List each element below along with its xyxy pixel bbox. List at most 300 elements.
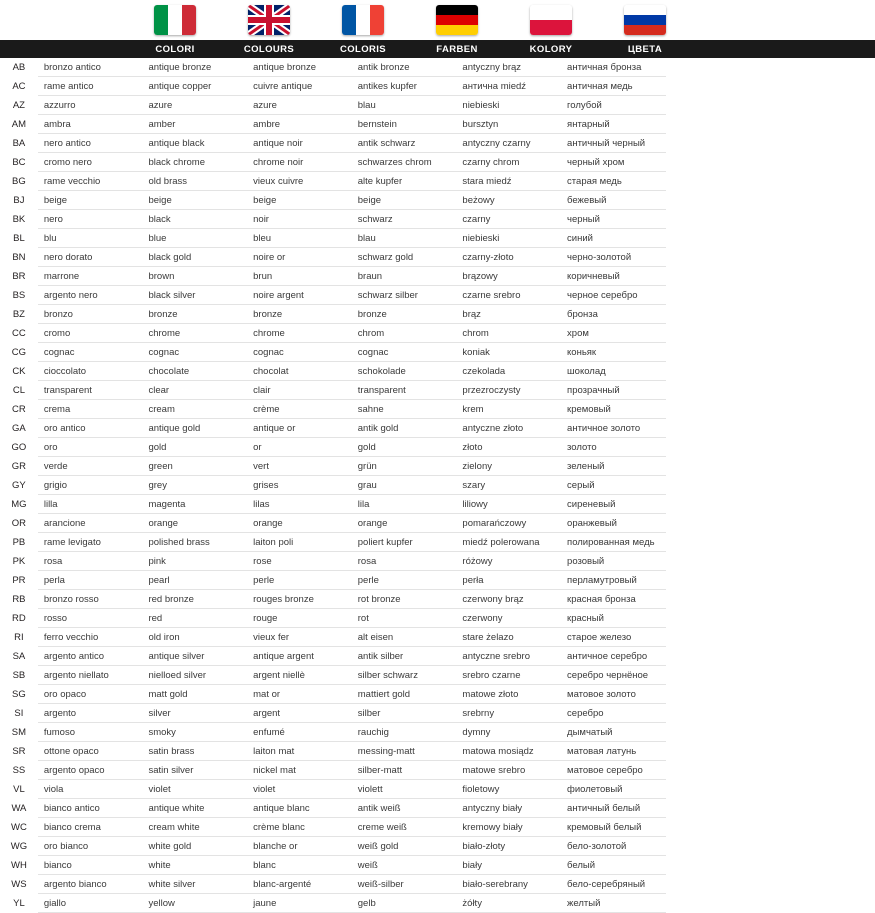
cell-polish: szary [456,476,561,495]
cell-french: laiton poli [247,533,352,552]
cell-italian: crema [38,400,143,419]
spacer-cell [666,153,771,172]
row-code: PK [12,555,26,567]
cell-french: rouge [247,609,352,628]
row-code: RB [12,593,26,605]
cell-german: antik silber [352,647,457,666]
table-row [0,172,875,191]
cell-french: crème blanc [247,818,352,837]
cell-german: weiß [352,856,457,875]
cell-english: black [142,210,247,229]
cell-german: alt eisen [352,628,457,647]
spacer-cell [666,894,771,913]
cell-russian: кремовый белый [561,818,666,837]
cell-russian: голубой [561,96,666,115]
row-code: OR [11,517,27,529]
cell-polish: matowe złoto [456,685,561,704]
cell-italian: cromo nero [38,153,143,172]
spacer-cell [666,571,771,590]
spacer-cell [770,818,875,837]
cell-italian: nero [38,210,143,229]
spacer-cell [770,248,875,267]
row-code: AB [12,61,26,73]
row-code: WC [11,821,27,833]
spacer-cell [770,495,875,514]
row-code: WH [11,859,27,871]
cell-russian: белый [561,856,666,875]
cell-english: antique gold [142,419,247,438]
cell-polish: антична miedź [456,77,561,96]
cell-french: chrome [247,324,352,343]
cell-german: rot [352,609,457,628]
row-code: YL [13,897,25,909]
cell-russian: матовое серебро [561,761,666,780]
cell-german: antik weiß [352,799,457,818]
spacer-cell [770,267,875,286]
cell-french: nickel mat [247,761,352,780]
cell-german: schwarzes chrom [352,153,457,172]
cell-german: grün [352,457,457,476]
cell-french: antique blanc [247,799,352,818]
table-row [0,894,875,913]
cell-polish: czekolada [456,362,561,381]
cell-polish: czerwony brąz [456,590,561,609]
cell-polish: matowa mosiądz [456,742,561,761]
table-row [0,381,875,400]
cell-polish: czarny chrom [456,153,561,172]
cell-italian: bianco [38,856,143,875]
cell-french: crème [247,400,352,419]
header-cveta: ЦВЕТА [627,43,663,55]
cell-english: blue [142,229,247,248]
spacer-cell [666,514,771,533]
cell-polish: czarny-złoto [456,248,561,267]
cell-italian: cioccolato [38,362,143,381]
cell-english: antique silver [142,647,247,666]
cell-italian: ferro vecchio [38,628,143,647]
cell-french: antique argent [247,647,352,666]
spacer-cell [770,761,875,780]
row-code: SA [12,650,26,662]
spacer-cell [666,172,771,191]
cell-russian: старая медь [561,172,666,191]
cell-french: jaune [247,894,352,913]
cell-english: red [142,609,247,628]
cell-german: schwarz gold [352,248,457,267]
spacer-cell [770,514,875,533]
row-code: BG [12,175,26,187]
spacer-cell [770,533,875,552]
cell-italian: lilla [38,495,143,514]
cell-polish: beżowy [456,191,561,210]
row-code: BC [12,156,26,168]
cell-german: alte kupfer [352,172,457,191]
cell-english: antique copper [142,77,247,96]
cell-german: rauchig [352,723,457,742]
cell-russian: дымчатый [561,723,666,742]
cell-polish: antyczny biały [456,799,561,818]
spacer-cell [666,799,771,818]
table-row [0,362,875,381]
cell-russian: синий [561,229,666,248]
spacer-cell [770,381,875,400]
cell-english: antique bronze [142,58,247,77]
table-row [0,723,875,742]
cell-french: bleu [247,229,352,248]
cell-german: bronze [352,305,457,324]
table-row [0,286,875,305]
cell-german: braun [352,267,457,286]
table-row [0,96,875,115]
cell-english: chrome [142,324,247,343]
cell-german: poliert kupfer [352,533,457,552]
cell-french: violet [247,780,352,799]
row-code: CR [12,403,26,415]
spacer-cell [666,685,771,704]
flags-row [0,0,875,40]
cell-italian: oro bianco [38,837,143,856]
table-row [0,191,875,210]
cell-french: blanc [247,856,352,875]
spacer-cell [770,723,875,742]
cell-french: ambre [247,115,352,134]
cell-english: white gold [142,837,247,856]
cell-polish: czarne srebro [456,286,561,305]
table-row [0,647,875,666]
cell-german: antik schwarz [352,134,457,153]
spacer-cell [770,115,875,134]
cell-polish: brąz [456,305,561,324]
table-row [0,837,875,856]
spacer-cell [666,229,771,248]
row-code: GR [11,460,27,472]
table-row [0,704,875,723]
table-row [0,666,875,685]
spacer-cell [666,875,771,894]
spacer-cell [770,552,875,571]
cell-italian: rame antico [38,77,143,96]
cell-italian: bronzo antico [38,58,143,77]
cell-polish: różowy [456,552,561,571]
cell-italian: giallo [38,894,143,913]
cell-german: creme weiß [352,818,457,837]
cell-italian: perla [38,571,143,590]
color-table [0,58,875,913]
cell-german: lila [352,495,457,514]
table-row [0,305,875,324]
spacer-cell [770,419,875,438]
spacer-cell [666,723,771,742]
spacer-cell [666,381,771,400]
cell-english: pink [142,552,247,571]
cell-french: beige [247,191,352,210]
cell-russian: античное золото [561,419,666,438]
cell-english: matt gold [142,685,247,704]
cell-french: perle [247,571,352,590]
cell-french: azure [247,96,352,115]
cell-italian: transparent [38,381,143,400]
table-row [0,685,875,704]
cell-russian: шоколад [561,362,666,381]
cell-english: silver [142,704,247,723]
cell-polish: złoto [456,438,561,457]
spacer-cell [666,457,771,476]
cell-english: red bronze [142,590,247,609]
cell-russian: золото [561,438,666,457]
cell-italian: ottone opaco [38,742,143,761]
cell-french: laiton mat [247,742,352,761]
cell-german: mattiert gold [352,685,457,704]
cell-polish: miedź polerowana [456,533,561,552]
spacer-cell [770,609,875,628]
cell-french: blanche or [247,837,352,856]
cell-english: azure [142,96,247,115]
cell-english: cream [142,400,247,419]
cell-german: blau [352,229,457,248]
table-row [0,761,875,780]
cell-polish: niebieski [456,229,561,248]
spacer-cell [666,742,771,761]
cell-polish: pomarańczowy [456,514,561,533]
cell-polish: fioletowy [456,780,561,799]
row-code: CL [12,384,25,396]
cell-italian: nero dorato [38,248,143,267]
cell-russian: прозрачный [561,381,666,400]
cell-italian: oro opaco [38,685,143,704]
table-row [0,818,875,837]
cell-russian: бело-серебряный [561,875,666,894]
cell-english: violet [142,780,247,799]
cell-french: rouges bronze [247,590,352,609]
cell-polish: antyczne złoto [456,419,561,438]
cell-italian: blu [38,229,143,248]
cell-russian: черный [561,210,666,229]
cell-french: orange [247,514,352,533]
flag-russia-icon [624,5,666,35]
header-farben: FARBEN [436,43,478,55]
cell-french: cognac [247,343,352,362]
cell-english: cognac [142,343,247,362]
spacer-cell [666,96,771,115]
cell-polish: srebro czarne [456,666,561,685]
spacer-cell [770,58,875,77]
row-code: SS [12,764,26,776]
spacer-cell [770,96,875,115]
spacer-cell [770,856,875,875]
cell-german: weiß-silber [352,875,457,894]
spacer-cell [770,210,875,229]
header-colori: COLORI [155,43,195,55]
spacer-cell [770,742,875,761]
table-row [0,457,875,476]
spacer-cell [666,856,771,875]
spacer-cell [666,400,771,419]
table-row [0,476,875,495]
row-code: CK [12,365,26,377]
cell-english: magenta [142,495,247,514]
spacer-cell [666,210,771,229]
cell-english: satin brass [142,742,247,761]
spacer-cell [770,875,875,894]
cell-french: enfumé [247,723,352,742]
cell-polish: koniak [456,343,561,362]
cell-german: rot bronze [352,590,457,609]
cell-english: polished brass [142,533,247,552]
cell-english: old brass [142,172,247,191]
cell-russian: старое железо [561,628,666,647]
row-code: BA [12,137,26,149]
cell-polish: antyczne srebro [456,647,561,666]
cell-german: violett [352,780,457,799]
row-code: MG [11,498,27,510]
cell-german: antik gold [352,419,457,438]
table-header-band [0,40,875,58]
cell-polish: brązowy [456,267,561,286]
cell-french: vert [247,457,352,476]
table-row [0,229,875,248]
flag-germany-icon [436,5,478,35]
row-code: SI [14,707,24,719]
cell-italian: beige [38,191,143,210]
spacer-cell [770,704,875,723]
spacer-cell [770,799,875,818]
cell-italian: bianco antico [38,799,143,818]
cell-italian: bronzo rosso [38,590,143,609]
cell-german: blau [352,96,457,115]
table-row [0,248,875,267]
spacer-cell [666,115,771,134]
cell-russian: античная бронза [561,58,666,77]
row-code: WS [11,878,27,890]
cell-english: black chrome [142,153,247,172]
cell-german: schokolade [352,362,457,381]
spacer-cell [666,305,771,324]
spacer-cell [666,818,771,837]
table-row [0,58,875,77]
cell-german: antikes kupfer [352,77,457,96]
table-row [0,210,875,229]
row-code: BK [12,213,26,225]
spacer-cell [770,666,875,685]
cell-french: vieux fer [247,628,352,647]
row-code: PR [12,574,26,586]
spacer-cell [770,400,875,419]
cell-french: antique or [247,419,352,438]
cell-polish: przezroczysty [456,381,561,400]
table-row [0,799,875,818]
spacer-cell [770,286,875,305]
cell-french: argent [247,704,352,723]
cell-russian: черно-золотой [561,248,666,267]
table-row [0,514,875,533]
spacer-cell [666,837,771,856]
cell-english: orange [142,514,247,533]
spacer-cell [666,248,771,267]
spacer-cell [770,780,875,799]
spacer-cell [770,153,875,172]
cell-german: orange [352,514,457,533]
cell-italian: oro antico [38,419,143,438]
row-code: AZ [12,99,25,111]
cell-french: rose [247,552,352,571]
spacer-cell [770,476,875,495]
cell-german: grau [352,476,457,495]
row-code: WA [11,802,27,814]
cell-polish: żółty [456,894,561,913]
cell-french: vieux cuivre [247,172,352,191]
cell-russian: античный черный [561,134,666,153]
cell-polish: chrom [456,324,561,343]
table-row [0,495,875,514]
cell-english: smoky [142,723,247,742]
row-code: CG [11,346,27,358]
cell-italian: argento nero [38,286,143,305]
cell-french: brun [247,267,352,286]
spacer-cell [666,647,771,666]
cell-russian: матовая латунь [561,742,666,761]
row-code: BJ [13,194,25,206]
cell-english: nielloed silver [142,666,247,685]
cell-russian: античная медь [561,77,666,96]
spacer-cell [770,229,875,248]
cell-german: cognac [352,343,457,362]
cell-german: silber-matt [352,761,457,780]
row-code: BR [12,270,26,282]
cell-polish: biało-złoty [456,837,561,856]
cell-polish: stara miedź [456,172,561,191]
color-table-body [0,58,875,913]
cell-french: chrome noir [247,153,352,172]
cell-italian: cognac [38,343,143,362]
cell-german: silber [352,704,457,723]
row-code: RI [14,631,24,643]
row-code: BS [12,289,26,301]
cell-polish: stare żelazo [456,628,561,647]
row-code: CC [12,327,26,339]
spacer-cell [666,590,771,609]
row-code: GA [12,422,26,434]
row-code: SR [12,745,26,757]
cell-italian: nero antico [38,134,143,153]
cell-russian: розовый [561,552,666,571]
flag-poland-icon [530,5,572,35]
cell-italian: argento opaco [38,761,143,780]
cell-english: white silver [142,875,247,894]
table-row [0,609,875,628]
cell-french: antique noir [247,134,352,153]
spacer-cell [666,609,771,628]
spacer-cell [666,58,771,77]
row-code: GO [11,441,27,453]
cell-english: old iron [142,628,247,647]
cell-german: schwarz silber [352,286,457,305]
cell-german: gelb [352,894,457,913]
table-row [0,533,875,552]
cell-french: cuivre antique [247,77,352,96]
row-code: SB [12,669,26,681]
cell-german: rosa [352,552,457,571]
flag-cell-russia [598,0,692,40]
cell-italian: bianco crema [38,818,143,837]
flag-cell-uk [222,0,316,40]
table-row [0,77,875,96]
spacer-cell [770,77,875,96]
row-code: VL [13,783,25,795]
cell-russian: бело-золотой [561,837,666,856]
cell-russian: черное серебро [561,286,666,305]
cell-polish: czarny [456,210,561,229]
spacer-cell [666,267,771,286]
